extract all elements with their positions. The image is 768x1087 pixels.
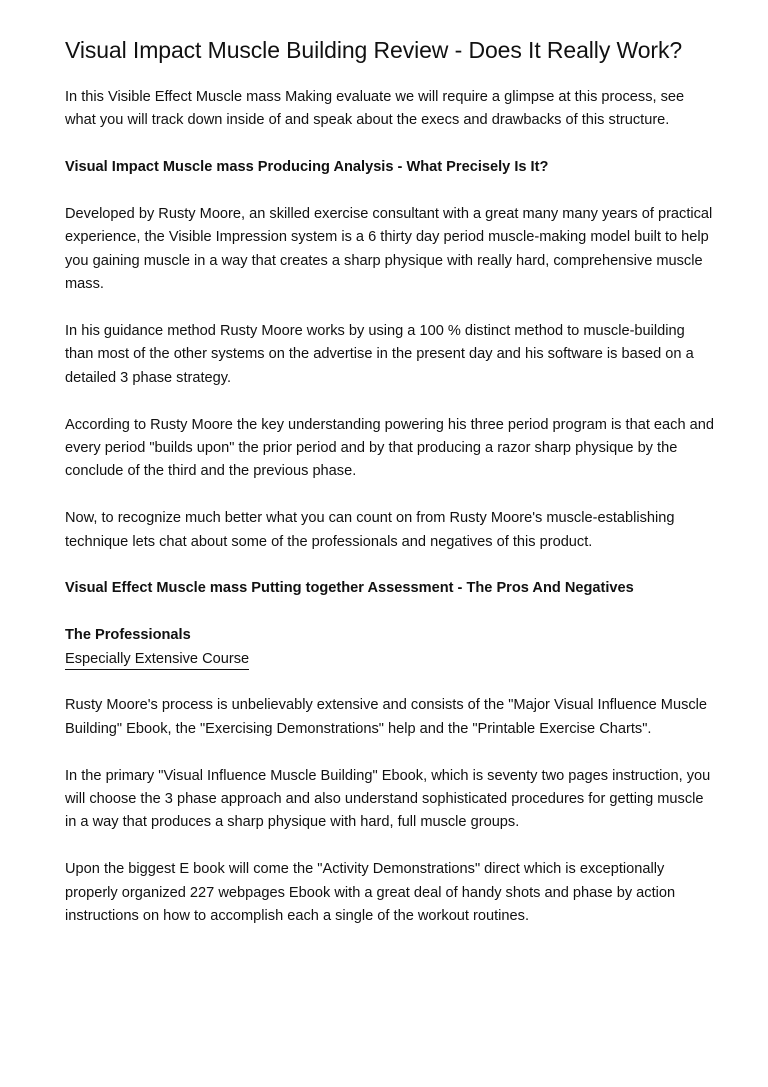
paragraph-extensive-process: Rusty Moore's process is unbelievably extensive and consists of the "Major Visual Influence Muscle Building" Ebook, the "Exercising Demonstrations" help and the "Printable Exercise Charts".: [65, 697, 708, 737]
document-page: [65, 0, 715, 928]
section-heading-pros-negatives: Visual Effect Muscle mass Putting together Assessment - The Pros And Negatives: [65, 580, 634, 597]
intro-paragraph: In this Visible Effect Muscle mass Making evaluate we will require a glimpse at this process, see what you will track down inside of and speak about the execs and drawbacks of this structure.: [65, 89, 685, 129]
link-line: [65, 648, 715, 671]
paragraph-guidance-method: In his guidance method Rusty Moore works by using a 100 % distinct method to muscle-building than most of the other systems on the advertise in the present day and his software is based on a detailed 3 phase strategy.: [65, 323, 694, 386]
paragraph-key-understanding: According to Rusty Moore the key understanding powering his three period program is that each and every period "builds upon" the prior period and by that producing a razor sharp physique by the conclude of the third and the previous phase.: [65, 416, 714, 480]
page-title: Visual Impact Muscle Building Review - Does It Really Work?: [65, 37, 683, 63]
paragraph-activity-demonstrations: Upon the biggest E book will come the "Activity Demonstrations" direct which is exceptionally properly organized 227 webpages Ebook with a great deal of handy shots and phase by action instructions on how to accomplish each a single of the workout routines.: [65, 861, 676, 925]
section-heading-analysis: Visual Impact Muscle mass Producing Analysis - What Precisely Is It?: [65, 159, 549, 176]
paragraph-developed-by: Developed by Rusty Moore, an skilled exercise consultant with a great many many years of practical experience, the Visible Impression system is a 6 thirty day period muscle-making model built to help you gaining muscle in a way that creates a sharp physique with really hard, comprehensive muscle mass.: [65, 206, 713, 293]
subheading-professionals: The Professionals: [65, 627, 191, 644]
paragraph-recognize: Now, to recognize much better what you can count on from Rusty Moore's muscle-establishing technique lets chat about some of the professionals and negatives of this product.: [65, 510, 675, 550]
paragraph-primary-ebook: In the primary "Visual Influence Muscle Building" Ebook, which is seventy two pages instruction, you will choose the 3 phase approach and also understand sophisticated procedures for getting muscle in a way that produces a sharp physique with hard, full muscle groups.: [65, 767, 711, 831]
extensive-course-link[interactable]: Especially Extensive Course: [65, 651, 249, 670]
